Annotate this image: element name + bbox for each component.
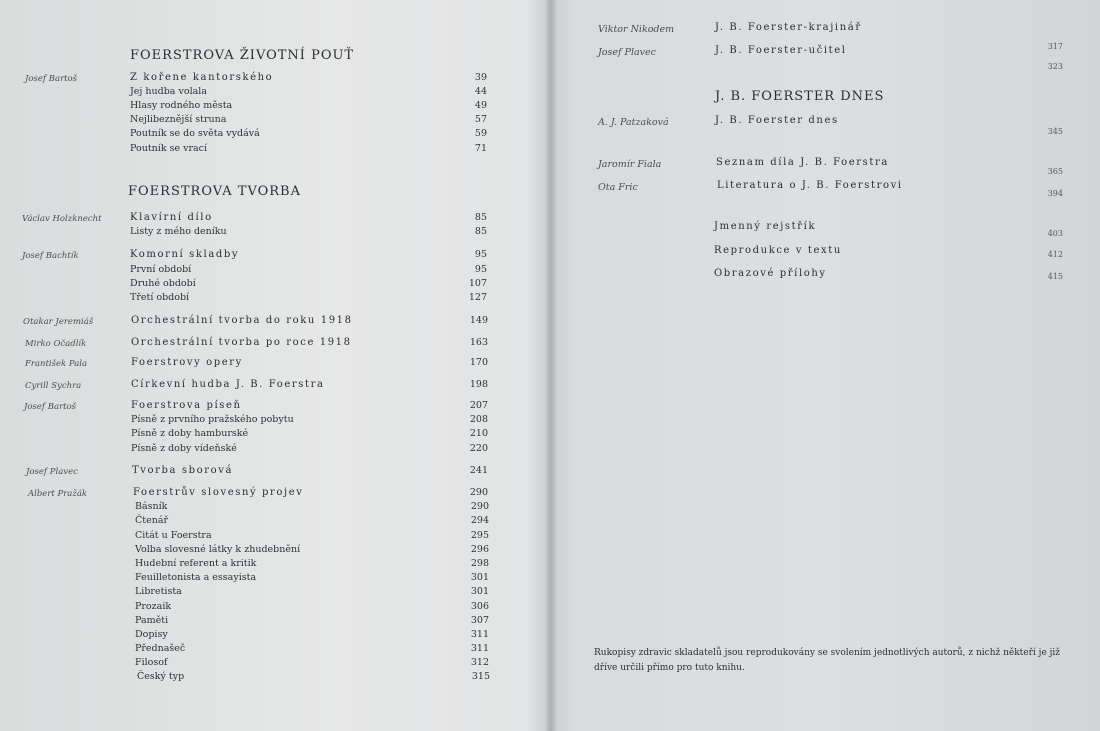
- toc-entry-title: Foerstrova píseň: [131, 400, 242, 411]
- toc-entry-title: Básník: [135, 501, 168, 512]
- toc-entry-title: Čtenář: [135, 515, 169, 526]
- toc-entry-title: Listy z mého deníku: [130, 226, 227, 237]
- toc-entry-title: Nejlibeznější struna: [130, 114, 227, 125]
- toc-entry-title: Český typ: [137, 671, 185, 682]
- toc-entry-title: Reprodukce v textu: [714, 245, 842, 256]
- toc-entry-title: Obrazové přílohy: [714, 268, 827, 279]
- toc-page-number: 323: [1047, 62, 1063, 71]
- toc-page-number: 49: [474, 100, 487, 111]
- section-heading-today: J. B. FOERSTER DNES: [715, 89, 885, 104]
- toc-page-number: 241: [469, 465, 488, 476]
- toc-page-number: 95: [474, 264, 487, 275]
- toc-entry-title: Foerstrovy opery: [131, 357, 243, 368]
- toc-author: Cyrill Sychra: [25, 381, 82, 391]
- toc-page-number: 220: [469, 443, 488, 454]
- toc-page-number: 415: [1047, 272, 1063, 281]
- toc-page-number: 365: [1047, 167, 1063, 176]
- toc-entry-title: Paměti: [135, 615, 169, 626]
- toc-entry-title: Filosof: [135, 657, 168, 668]
- toc-entry-title: Prozaik: [135, 601, 172, 612]
- toc-page-number: 95: [474, 249, 487, 260]
- toc-entry-title: Foerstrův slovesný projev: [133, 487, 304, 498]
- toc-page-number: 315: [471, 671, 490, 682]
- toc-page-number: 317: [1047, 42, 1063, 51]
- toc-entry-title: Třetí období: [130, 292, 190, 303]
- toc-author: Josef Bartoš: [25, 74, 78, 84]
- toc-page-number: 85: [474, 212, 487, 223]
- toc-page-number: 412: [1047, 250, 1063, 259]
- toc-page-number: 39: [474, 72, 487, 83]
- toc-page-number: 127: [468, 292, 487, 303]
- toc-page-number: 311: [470, 643, 489, 654]
- toc-page-number: 210: [469, 428, 488, 439]
- toc-entry-title: J. B. Foerster-učitel: [715, 45, 847, 56]
- toc-entry-title: První období: [130, 264, 192, 275]
- toc-entry-title: Poutník se vrací: [130, 143, 208, 154]
- toc-page-number: 301: [470, 572, 489, 583]
- toc-page-number: 306: [470, 601, 489, 612]
- toc-entry-title: Citát u Foerstra: [135, 530, 212, 541]
- toc-entry-title: Klavírní dílo: [130, 212, 213, 223]
- toc-page-number: 208: [469, 414, 488, 425]
- toc-entry-title: Seznam díla J. B. Foerstra: [716, 157, 889, 168]
- toc-author: Albert Pražák: [28, 489, 88, 499]
- toc-page-number: 294: [470, 515, 489, 526]
- section-heading-work: FOERSTROVA TVORBA: [128, 184, 301, 199]
- toc-entry-title: Z kořene kantorského: [130, 72, 274, 83]
- toc-author: Josef Bachtík: [22, 251, 79, 261]
- toc-page-number: 44: [474, 86, 487, 97]
- reproduction-note: Rukopisy zdravic skladatelů jsou reprodukovány se svolením jednotlivých autorů, z nichž někteří je již dříve určili přímo pro tuto knihu.: [594, 648, 1061, 673]
- toc-page-number: 345: [1047, 127, 1063, 136]
- toc-page-number: 307: [470, 615, 489, 626]
- toc-entry-title: Libretista: [135, 586, 182, 597]
- toc-page-number: 394: [1047, 189, 1063, 198]
- toc-author: Josef Plavec: [26, 467, 78, 477]
- toc-entry-title: Orchestrální tvorba po roce 1918: [131, 337, 352, 348]
- toc-author: Ota Fric: [598, 182, 638, 193]
- toc-entry-title: Přednašeč: [135, 643, 186, 654]
- toc-author: Josef Plavec: [598, 47, 656, 58]
- toc-entry-title: Dopisy: [135, 629, 168, 640]
- toc-page-number: 107: [468, 278, 487, 289]
- toc-author: Mirko Očadlík: [25, 339, 87, 349]
- toc-page-number: 301: [470, 586, 489, 597]
- toc-entry-title: Písně z prvního pražského pobytu: [131, 414, 294, 425]
- toc-page-number: 59: [474, 128, 487, 139]
- toc-author: František Pala: [25, 359, 88, 369]
- toc-author: Josef Bartoš: [24, 402, 77, 412]
- toc-entry-title: Feuilletonista a essayista: [135, 572, 257, 583]
- toc-page-number: 71: [474, 143, 487, 154]
- toc-page-number: 149: [469, 315, 488, 326]
- toc-entry-title: Orchestrální tvorba do roku 1918: [131, 315, 353, 326]
- toc-page-number: 298: [470, 558, 489, 569]
- toc-page-number: 207: [469, 400, 488, 411]
- toc-entry-title: Hudební referent a kritik: [135, 558, 257, 569]
- toc-entry-title: J. B. Foerster dnes: [715, 115, 839, 126]
- toc-entry-title: Hlasy rodného města: [130, 100, 233, 111]
- toc-entry-title: Jmenný rejstřík: [714, 221, 817, 232]
- toc-page-number: 163: [469, 337, 488, 348]
- left-page: [0, 0, 548, 731]
- toc-page-number: 403: [1047, 229, 1063, 238]
- toc-page-number: 295: [470, 530, 489, 541]
- toc-page-number: 85: [474, 226, 487, 237]
- toc-entry-title: Komorní skladby: [130, 249, 240, 260]
- toc-author: Václav Holzknecht: [22, 214, 102, 224]
- toc-author: Jaromír Fiala: [598, 159, 662, 170]
- toc-page-number: 290: [470, 501, 489, 512]
- toc-entry-title: Písně z doby hamburské: [131, 428, 249, 439]
- toc-page-number: 290: [469, 487, 488, 498]
- toc-author: A. J. Patzaková: [598, 117, 669, 128]
- toc-author: Viktor Nikodem: [598, 24, 675, 35]
- toc-entry-title: Poutník se do světa vydává: [130, 128, 260, 139]
- toc-page-number: 57: [474, 114, 487, 125]
- toc-page-number: 312: [470, 657, 489, 668]
- toc-entry-title: Tvorba sborová: [132, 465, 234, 476]
- toc-page-number: 311: [470, 629, 489, 640]
- right-page: [552, 0, 1100, 731]
- section-heading-life: FOERSTROVA ŽIVOTNÍ POUŤ: [130, 48, 355, 63]
- toc-page-number: 296: [470, 544, 489, 555]
- toc-entry-title: Jej hudba volala: [130, 86, 207, 97]
- toc-entry-title: Volba slovesné látky k zhudebnění: [135, 544, 301, 555]
- toc-page-number: 198: [469, 379, 488, 390]
- toc-entry-title: J. B. Foerster-krajinář: [715, 22, 862, 33]
- toc-author: Otakar Jeremiáš: [23, 317, 94, 327]
- toc-page-number: 170: [469, 357, 488, 368]
- toc-entry-title: Písně z doby vídeňské: [131, 443, 237, 454]
- toc-entry-title: Druhé období: [130, 278, 196, 289]
- toc-entry-title: Církevní hudba J. B. Foerstra: [131, 379, 325, 390]
- toc-entry-title: Literatura o J. B. Foerstrovi: [717, 180, 903, 191]
